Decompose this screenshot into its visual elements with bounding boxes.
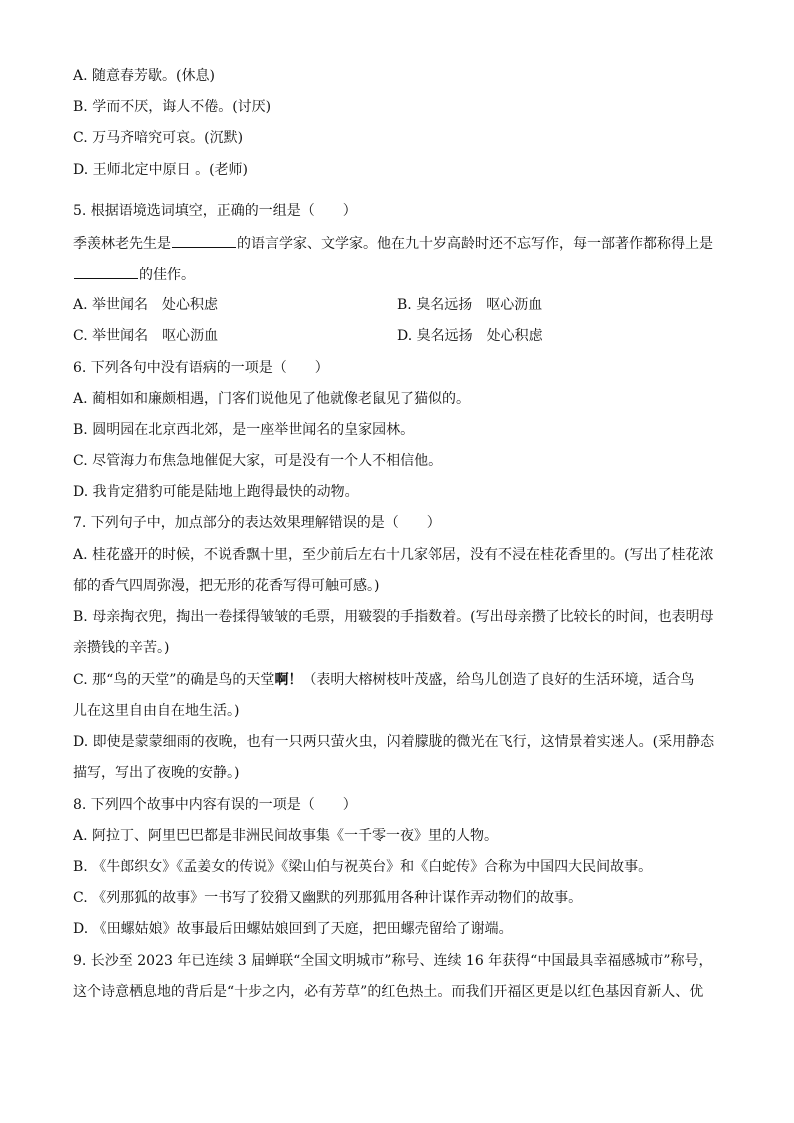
q7-option-a-line-1: A. 桂花盛开的时候，不说香飘十里，至少前后左右十几家邻居，没有不浸在桂花香里的。(写出了桂花浓 bbox=[73, 547, 714, 563]
q5-passage-text: 的佳作。 bbox=[139, 267, 195, 283]
q5-option-d: D. 臭名远扬 处心积虑 bbox=[397, 328, 543, 344]
q4-option-b: B. 学而不厌，诲人不倦。(讨厌) bbox=[73, 99, 272, 115]
q8-option-c: C. 《列那狐的故事》一书写了狡猾又幽默的列那狐用各种计谋作弄动物们的故事。 bbox=[73, 890, 583, 906]
q8-option-b: B. 《牛郎织女》《孟姜女的传说》《梁山伯与祝英台》和《白蛇传》合称为中国四大民间故事。 bbox=[73, 859, 653, 875]
q7-option-c-line-1 bbox=[73, 670, 694, 690]
q5-passage-line-2 bbox=[73, 264, 195, 284]
q8-option-d: D. 《田螺姑娘》故事最后田螺姑娘回到了天庭，把田螺壳留给了谢端。 bbox=[73, 921, 513, 937]
q7-option-b-line-2: 亲攒钱的辛苦。) bbox=[73, 640, 170, 656]
q7-option-a-line-2: 郁的香气四周弥漫，把无形的花香写得可触可感。) bbox=[73, 578, 380, 594]
q5-option-a: A. 举世闻名 处心积虑 bbox=[73, 297, 219, 313]
q6-option-b: B. 圆明园在北京西北郊，是一座举世闻名的皇家园林。 bbox=[73, 422, 415, 438]
fill-blank bbox=[74, 264, 138, 279]
q5-stem: 5. 根据语境选词填空，正确的一组是（ ） bbox=[73, 203, 357, 219]
q7-stem: 7. 下列句子中，加点部分的表达效果理解错误的是（ ） bbox=[73, 515, 441, 531]
q4-option-c: C. 万马齐喑究可哀。(沉默) bbox=[73, 130, 244, 146]
q8-option-a: A. 阿拉丁、阿里巴巴都是非洲民间故事集《一千零一夜》里的人物。 bbox=[73, 828, 499, 844]
q7-option-c-text: （表明大榕树枝叶茂盛，给鸟儿创造了良好的生活环境，适合鸟 bbox=[302, 672, 695, 688]
q5-option-c: C. 举世闻名 呕心沥血 bbox=[73, 328, 219, 344]
q9-stem-line-2: 这个诗意栖息地的背后是“十步之内，必有芳草”的红色热土。而我们开福区更是以红色基因育新人、优 bbox=[73, 984, 704, 1000]
q6-option-c: C. 尽管海力布焦急地催促大家，可是没有一个人不相信他。 bbox=[73, 453, 443, 469]
q5-passage-text: 季羡林老先生是 bbox=[73, 236, 171, 252]
q5-passage-line-1 bbox=[73, 233, 713, 253]
q7-option-c-line-2: 儿在这里自由自在地生活。) bbox=[73, 703, 240, 719]
q8-stem: 8. 下列四个故事中内容有误的一项是（ ） bbox=[73, 797, 357, 813]
q4-option-d: D. 王师北定中原日 。(老师) bbox=[73, 162, 248, 178]
q7-option-c-text: C. 那“鸟的天堂”的确是鸟的天堂 bbox=[73, 672, 275, 688]
q6-stem: 6. 下列各句中没有语病的一项是（ ） bbox=[73, 360, 329, 376]
q7-option-d-line-2: 描写，写出了夜晚的安静。) bbox=[73, 765, 240, 781]
fill-blank bbox=[172, 233, 236, 248]
q5-option-b: B. 臭名远扬 呕心沥血 bbox=[397, 297, 543, 313]
q7-option-d-line-1: D. 即使是蒙蒙细雨的夜晚，也有一只两只萤火虫，闪着朦胧的微光在飞行，这情景着实迷人。(采用静态 bbox=[73, 734, 715, 750]
q9-stem-line-1: 9. 长沙至 2023 年已连续 3 届蝉联“全国文明城市”称号、连续 16 年获得“中国最具幸福感城市”称号， bbox=[73, 953, 713, 969]
q4-option-a: A. 随意春芳歇。(休息) bbox=[73, 68, 215, 84]
q6-option-a: A. 蔺相如和廉颇相遇，门客们说他见了他就像老鼠见了猫似的。 bbox=[73, 391, 471, 407]
q7-option-c-emphasis: 啊！ bbox=[274, 672, 303, 688]
q5-passage-text: 的语言学家、文学家。他在九十岁高龄时还不忘写作，每一部著作都称得上是 bbox=[237, 236, 713, 252]
q6-option-d: D. 我肯定猎豹可能是陆地上跑得最快的动物。 bbox=[73, 484, 359, 500]
q7-option-b-line-1: B. 母亲掏衣兜，掏出一卷揉得皱皱的毛票，用皲裂的手指数着。(写出母亲攒了比较长的时间，也表明母 bbox=[73, 609, 714, 625]
